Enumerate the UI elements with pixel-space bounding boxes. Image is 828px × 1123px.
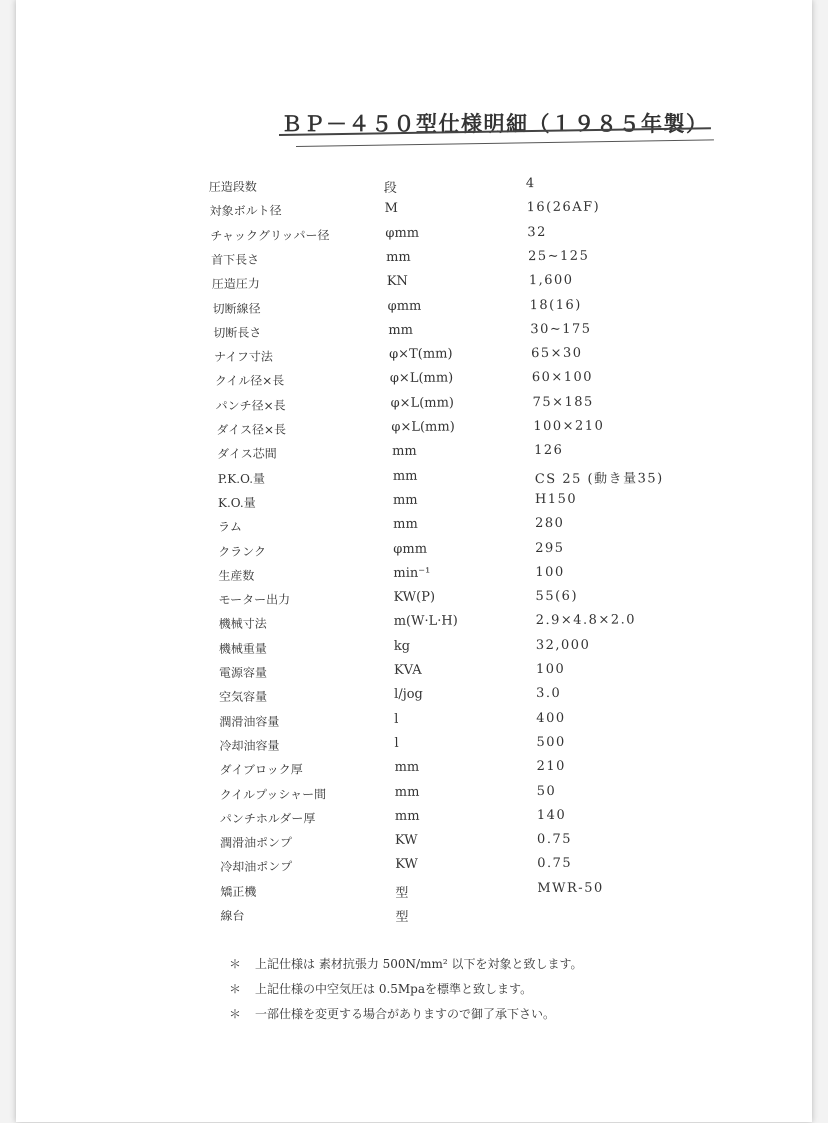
spec-name: 首下長さ — [211, 252, 260, 267]
spec-unit: mm — [394, 784, 420, 800]
spec-name: 潤滑油容量 — [219, 714, 280, 729]
note-item — [229, 1005, 555, 1022]
note-text: 上記仕様は 素材抗張力 500N/mm² 以下を対象と致します。 — [255, 957, 583, 971]
document-title: ＢＰ－４５０型仕様明細（１９８５年製） — [281, 111, 709, 136]
spec-value: 60×100 — [531, 370, 594, 386]
spec-value: 55(6) — [535, 588, 579, 605]
spec-unit: KW — [394, 832, 418, 849]
note-item — [229, 955, 583, 972]
spec-value: 30~175 — [530, 321, 592, 337]
spec-value: 16(26AF) — [526, 199, 601, 216]
spec-unit: mm — [392, 444, 417, 460]
spec-unit: l — [394, 735, 399, 751]
note-text: 一部仕様を変更する場合がありますので御了承下さい。 — [255, 1007, 556, 1021]
spec-unit: l — [394, 711, 399, 727]
spec-value: 100 — [535, 564, 565, 580]
spec-name: クランク — [218, 544, 267, 559]
spec-name: 圧造圧力 — [211, 276, 260, 292]
spec-name: 矯正機 — [220, 884, 257, 899]
spec-name: 電源容量 — [218, 665, 268, 680]
spec-name: 冷却油容量 — [219, 738, 280, 753]
spec-name: P.K.O.量 — [217, 471, 266, 486]
spec-name: 切断長さ — [213, 325, 262, 340]
spec-value: 2.9×4.8×2.0 — [535, 612, 637, 629]
spec-value: 18(16) — [529, 297, 582, 313]
spec-unit: mm — [388, 322, 414, 338]
spec-unit: M — [384, 201, 398, 217]
spec-name: クイル径×長 — [214, 373, 285, 389]
spec-unit: mm — [394, 759, 420, 776]
spec-unit: φ×L(mm) — [389, 370, 454, 387]
spec-value: 0.75 — [537, 856, 573, 872]
spec-unit: φ×L(mm) — [390, 395, 455, 411]
spec-value: MWR-50 — [537, 880, 604, 896]
spec-value: 32 — [527, 224, 547, 240]
spec-unit: KVA — [393, 662, 422, 678]
spec-unit: m(W·L·H) — [393, 613, 458, 630]
spec-name: 機械重量 — [218, 641, 267, 656]
spec-name: クイルプッシャー間 — [219, 786, 327, 802]
note-asterisk: ＊ — [229, 957, 242, 971]
spec-value: 500 — [536, 734, 566, 750]
spec-name: 線台 — [220, 908, 245, 923]
spec-name: 機械寸法 — [218, 617, 267, 632]
spec-name: 潤滑油ポンプ — [219, 835, 293, 851]
spec-name: ダイブロック厚 — [219, 762, 303, 778]
spec-unit: KN — [386, 274, 408, 290]
spec-value: 280 — [535, 516, 565, 532]
spec-name: 生産数 — [218, 568, 255, 583]
spec-name: ラム — [218, 520, 243, 535]
spec-name: ダイス径×長 — [216, 422, 287, 437]
spec-unit: φ×T(mm) — [389, 346, 453, 363]
document-page — [16, 0, 812, 1122]
spec-value: 100×210 — [533, 418, 605, 435]
spec-value: 4 — [525, 176, 536, 192]
spec-value: 0.75 — [536, 831, 573, 848]
spec-name: 冷却油ポンプ — [220, 859, 293, 875]
spec-name: ダイス芯間 — [217, 446, 277, 462]
spec-unit: mm — [394, 808, 420, 824]
spec-value: H150 — [534, 491, 578, 507]
spec-name: 圧造段数 — [208, 179, 257, 195]
spec-unit: mm — [392, 468, 418, 484]
note-asterisk: ＊ — [229, 1007, 242, 1021]
spec-unit: min⁻¹ — [393, 565, 431, 581]
spec-value: 75×185 — [532, 394, 594, 410]
spec-name: パンチホルダー厚 — [219, 811, 316, 826]
spec-value: 126 — [534, 443, 564, 459]
spec-value: 50 — [536, 783, 557, 799]
spec-name: 切断線径 — [212, 301, 261, 316]
note-asterisk: ＊ — [229, 982, 242, 996]
spec-unit: φmm — [387, 298, 422, 314]
spec-unit: 段 — [383, 180, 397, 196]
spec-row — [18, 903, 814, 932]
spec-value: 3.0 — [536, 686, 562, 702]
spec-unit: KW(P) — [393, 589, 436, 606]
spec-value: 65×30 — [531, 345, 583, 362]
spec-value: 295 — [535, 540, 565, 556]
spec-value: CS 25 (動き量35) — [534, 470, 664, 487]
spec-value: 400 — [536, 710, 566, 726]
spec-value: 32,000 — [535, 637, 591, 653]
spec-value: 140 — [536, 807, 567, 823]
spec-name: K.O.量 — [217, 495, 256, 510]
spec-unit: φmm — [393, 541, 428, 557]
spec-name: チャックグリッパー径 — [210, 227, 330, 243]
spec-unit: φmm — [385, 225, 420, 241]
note-text: 上記仕様の中空気圧は 0.5Mpaを標準と致します。 — [255, 982, 533, 996]
spec-name: 対象ボルト径 — [209, 203, 282, 219]
spec-unit: mm — [392, 492, 418, 508]
spec-unit: 型 — [395, 885, 409, 901]
spec-value: 210 — [536, 759, 566, 775]
spec-name: パンチ径×長 — [215, 398, 286, 413]
spec-name: 空気容量 — [219, 689, 268, 705]
spec-value: 25~125 — [528, 248, 590, 264]
spec-unit: kg — [393, 638, 411, 654]
note-item — [229, 980, 532, 997]
spec-unit: φ×L(mm) — [391, 419, 455, 435]
spec-value: 100 — [535, 661, 566, 678]
spec-unit: 型 — [395, 909, 409, 925]
spec-name: ナイフ寸法 — [214, 349, 273, 365]
spec-unit: l/jog — [394, 687, 423, 703]
spec-name: モーター出力 — [218, 592, 291, 608]
spec-value: 1,600 — [528, 272, 574, 289]
spec-unit: mm — [393, 516, 418, 533]
spec-unit: mm — [386, 249, 411, 265]
spec-unit: KW — [395, 857, 418, 873]
